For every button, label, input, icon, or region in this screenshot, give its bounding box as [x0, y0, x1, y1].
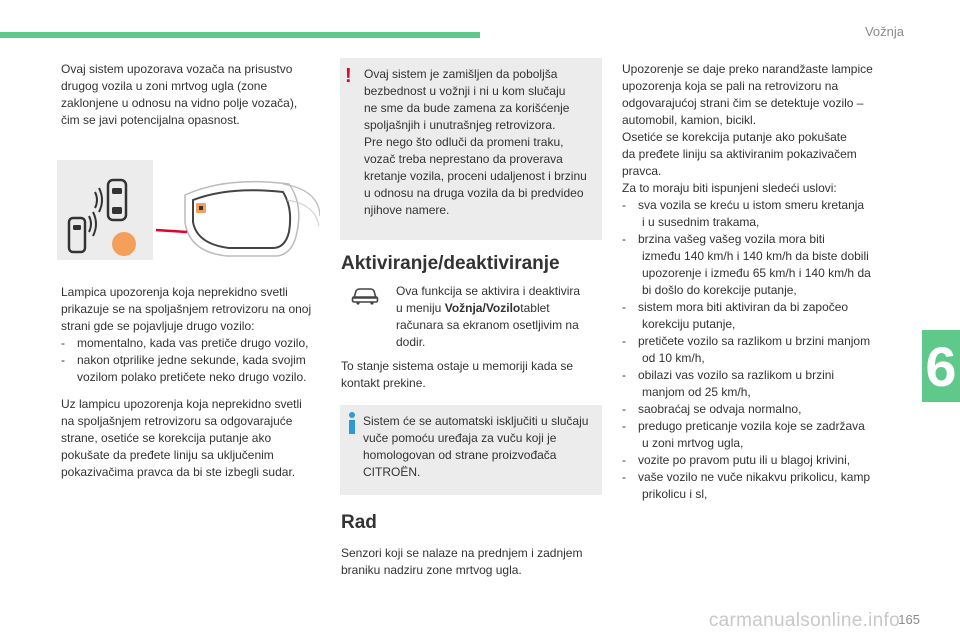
list-item: - sistem mora biti aktiviran da bi započeo	[622, 300, 849, 314]
col3-intro-line: Osetiće se korekcija putanje ako pokušate	[622, 130, 847, 144]
memory-line: To stanje sistema ostaje u memoriji kada se	[341, 359, 574, 373]
info-icon	[349, 412, 355, 434]
list-item: - obilazi vas vozilo sa razlikom u brzini	[622, 368, 835, 382]
info-line: homologovan od strane proizvođača	[363, 448, 557, 462]
list-item-continuation: i u susednim trakama,	[642, 215, 760, 229]
tablet-line: Ova funkcija se aktivira i deaktivira	[396, 284, 581, 298]
warning-line: bezbednost u vožnji i ni u kom slučaju	[364, 84, 566, 98]
list-item-continuation: upozorenje i između 65 km/h i 140 km/h da	[642, 266, 871, 280]
warning-line: njihove namere.	[364, 203, 450, 217]
intro-line: čim se javi potencijalna opasnost.	[61, 113, 240, 127]
lamp-outro-line: pokazivačima pravca da bi ste izbegli sudar.	[61, 465, 296, 479]
warning-icon: !	[345, 65, 352, 87]
lamp-intro-line: prikazuje se na spoljašnjem retrovizoru na onoj	[61, 302, 312, 316]
list-item: - saobraćaj se odvaja normalno,	[622, 402, 802, 416]
tablet-line: dodir.	[396, 335, 426, 349]
warning-line: kretanje vozila, proceni udaljenost i brzinu	[364, 169, 587, 183]
list-item: - sva vozila se kreću u istom smeru kretanja	[622, 198, 865, 212]
intro-line: Ovaj sistem upozorava vozača na prisustvo	[61, 62, 293, 76]
list-item-continuation: prikolicu i sl,	[642, 487, 708, 501]
lamp-outro-line: pokušate da pređete liniju sa uključenim	[61, 448, 274, 462]
info-line: vuče pomoću uređaja za vuču koji je	[363, 431, 557, 445]
col3-intro-line: odgovarajućoj strani čim se detektuje vozilo –	[622, 96, 864, 110]
list-item: - pretičete vozilo sa razlikom u brzini manjom	[622, 334, 871, 348]
warning-line: vozač treba neprestano da proverava	[364, 152, 563, 166]
lamp-intro-line: strani gde se pojavljuje drugo vozilo:	[61, 319, 255, 333]
section-title: Vožnja	[864, 24, 904, 39]
warning-line: Pre nego što odluči da promeni traku,	[364, 135, 564, 149]
heading-activation: Aktiviranje/deaktiviranje	[341, 253, 560, 274]
list-item-continuation: u zoni mrtvog ugla,	[642, 436, 744, 450]
watermark: carmanualsonline.info	[708, 610, 900, 631]
col3-intro-line: Za to moraju biti ispunjeni sledeći uslovi:	[622, 181, 837, 195]
warning-line: spoljašnjih i unutrašnjeg retrovizora.	[364, 118, 556, 132]
intro-line: zaklonjene u odnosu na vidno polje vozača),	[61, 96, 298, 110]
list-item-continuation: bi došlo do korekcije putanje,	[642, 283, 797, 297]
col3-intro-line: upozorenja koja se pali na retrovizoru na	[622, 79, 839, 93]
intro-line: drugog vozila u zoni mrtvog ugla (zone	[61, 79, 268, 93]
lamp-outro-line: na spoljašnjem retrovizoru sa odgovarajuće	[61, 414, 293, 428]
list-item: - nakon otprilike jedne sekunde, kada svojim	[61, 353, 306, 367]
list-item-continuation: od 10 km/h,	[642, 351, 705, 365]
info-line: CITROËN.	[363, 465, 421, 479]
tablet-line: računara sa ekranom osetljivim na	[396, 318, 579, 332]
list-item: - vozite po pravom putu ili u blagoj krivini,	[622, 453, 851, 467]
blind-spot-illustration	[57, 160, 320, 260]
sensors-line: Senzori koji se nalaze na prednjem i zadnjem	[341, 546, 583, 560]
list-item: - momentalno, kada vas pretiče drugo vozilo,	[61, 336, 309, 350]
list-item-continuation: između 140 km/h i 140 km/h da biste dobili	[642, 249, 869, 263]
info-line: Sistem će se automatski isključiti u slučaju	[363, 414, 589, 428]
warning-line: ne sme da bude zamena za korišćenje	[364, 101, 570, 115]
warning-line: u odnosu na druga vozila da bi predvideo	[364, 186, 584, 200]
list-item-continuation: korekciju putanje,	[642, 317, 736, 331]
col3-intro-line: da pređete liniju sa aktiviranim pokazivačem	[622, 147, 857, 161]
list-item-continuation: manjom od 25 km/h,	[642, 385, 751, 399]
list-item: - vaše vozilo ne vuče nikakvu prikolicu, kamp	[622, 470, 871, 484]
list-item: - brzina vašeg vašeg vozila mora biti	[622, 232, 825, 246]
page-number: 165	[898, 612, 920, 627]
list-item: - predugo preticanje vozila koje se zadržava	[622, 419, 865, 433]
lamp-outro-line: strane, osetiće se korekcija putanje ako	[61, 431, 272, 445]
col3-intro-line: automobil, kamion, bicikl.	[622, 113, 757, 127]
sensors-line: braniku nadziru zone mrtvog ugla.	[341, 563, 522, 577]
menu-path: Vožnja/Vozilo	[444, 301, 521, 315]
col3-intro-line: Upozorenje se daje preko narandžaste lampice	[622, 62, 873, 76]
lamp-outro-line: Uz lampicu upozorenja koja neprekidno svetli	[61, 397, 302, 411]
col3-intro-line: pravca.	[622, 164, 662, 178]
top-accent-bar	[0, 32, 480, 38]
warning-line: Ovaj sistem je zamišljen da poboljša	[364, 67, 558, 81]
lamp-intro-line: Lampica upozorenja koja neprekidno svetli	[61, 285, 288, 299]
list-item-continuation: vozilom polako pretičete neko drugo vozilo.	[77, 370, 307, 384]
heading-operation: Rad	[341, 512, 377, 533]
chapter-tab: 6	[922, 330, 960, 402]
tablet-line: u meniju Vožnja/Vozilotablet	[396, 301, 550, 315]
car-settings-icon	[351, 285, 379, 305]
memory-line: kontakt prekine.	[341, 376, 426, 390]
